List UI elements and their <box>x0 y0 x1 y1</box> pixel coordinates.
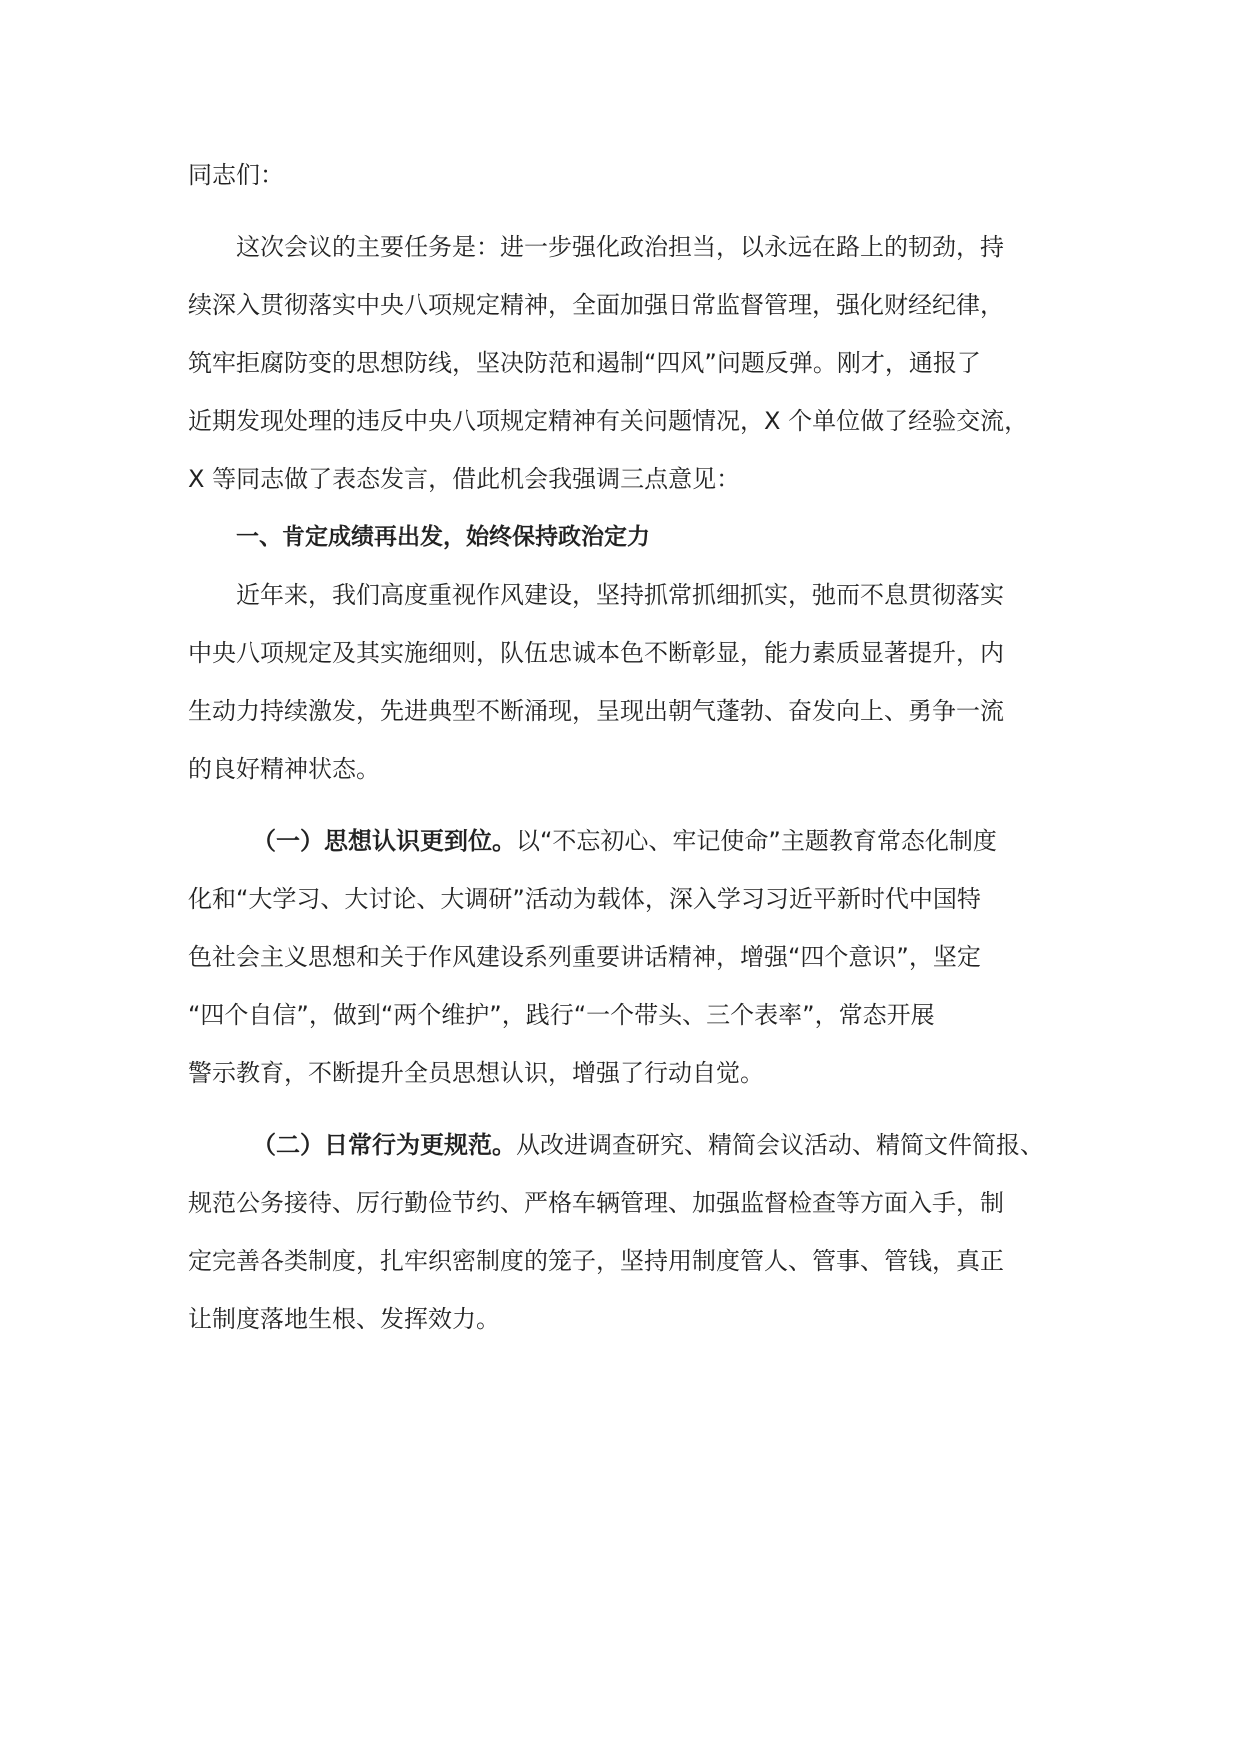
point1-line: “四个自信”，做到“两个维护”，践行“一个带头、三个表率”，常态开展 <box>188 1001 935 1029</box>
section1-line: 近年来，我们高度重视作风建设，坚持抓常抓细抓实，弛而不息贯彻落实 <box>236 581 1004 609</box>
section1-line: 中央八项规定及其实施细则，队伍忠诚本色不断彰显，能力素质显著提升，内 <box>188 639 1004 667</box>
point1-line: 警示教育，不断提升全员思想认识，增强了行动自觉。 <box>188 1059 764 1087</box>
point2-title: （二）日常行为更规范。 <box>252 1131 516 1159</box>
point2-first-line <box>252 1128 1044 1162</box>
intro-line: 这次会议的主要任务是：进一步强化政治担当，以永远在路上的韧劲，持 <box>236 233 1004 261</box>
point2-line: 规范公务接待、厉行勤俭节约、严格车辆管理、加强监督检查等方面入手，制 <box>188 1189 1004 1217</box>
greeting: 同志们： <box>188 161 284 189</box>
intro-line: X 等同志做了表态发言，借此机会我强调三点意见： <box>188 465 741 493</box>
point1-line: 化和“大学习、大讨论、大调研”活动为载体，深入学习习近平新时代中国特 <box>188 885 981 913</box>
point2-line: 让制度落地生根、发挥效力。 <box>188 1305 500 1333</box>
point1-text: 以“不忘初心、牢记使命”主题教育常态化制度 <box>516 827 997 855</box>
section1-line: 的良好精神状态。 <box>188 755 380 783</box>
point1-line: 色社会主义思想和关于作风建设系列重要讲话精神，增强“四个意识”，坚定 <box>188 943 981 971</box>
section1-line: 生动力持续激发，先进典型不断涌现，呈现出朝气蓬勃、奋发向上、勇争一流 <box>188 697 1004 725</box>
point1-title: （一）思想认识更到位。 <box>252 827 516 855</box>
section-heading: 一、肯定成绩再出发，始终保持政治定力 <box>236 524 650 550</box>
intro-line: 筑牢拒腐防变的思想防线，坚决防范和遏制“四风”问题反弹。刚才，通报了 <box>188 349 981 377</box>
intro-line: 近期发现处理的违反中央八项规定精神有关问题情况，X 个单位做了经验交流， <box>188 407 1029 435</box>
point1-first-line <box>252 824 997 858</box>
point2-line: 定完善各类制度，扎牢织密制度的笼子，坚持用制度管人、管事、管钱，真正 <box>188 1247 1004 1275</box>
point2-text: 从改进调查研究、精简会议活动、精简文件简报、 <box>516 1131 1044 1159</box>
intro-line: 续深入贯彻落实中央八项规定精神，全面加强日常监督管理，强化财经纪律， <box>188 291 1004 319</box>
